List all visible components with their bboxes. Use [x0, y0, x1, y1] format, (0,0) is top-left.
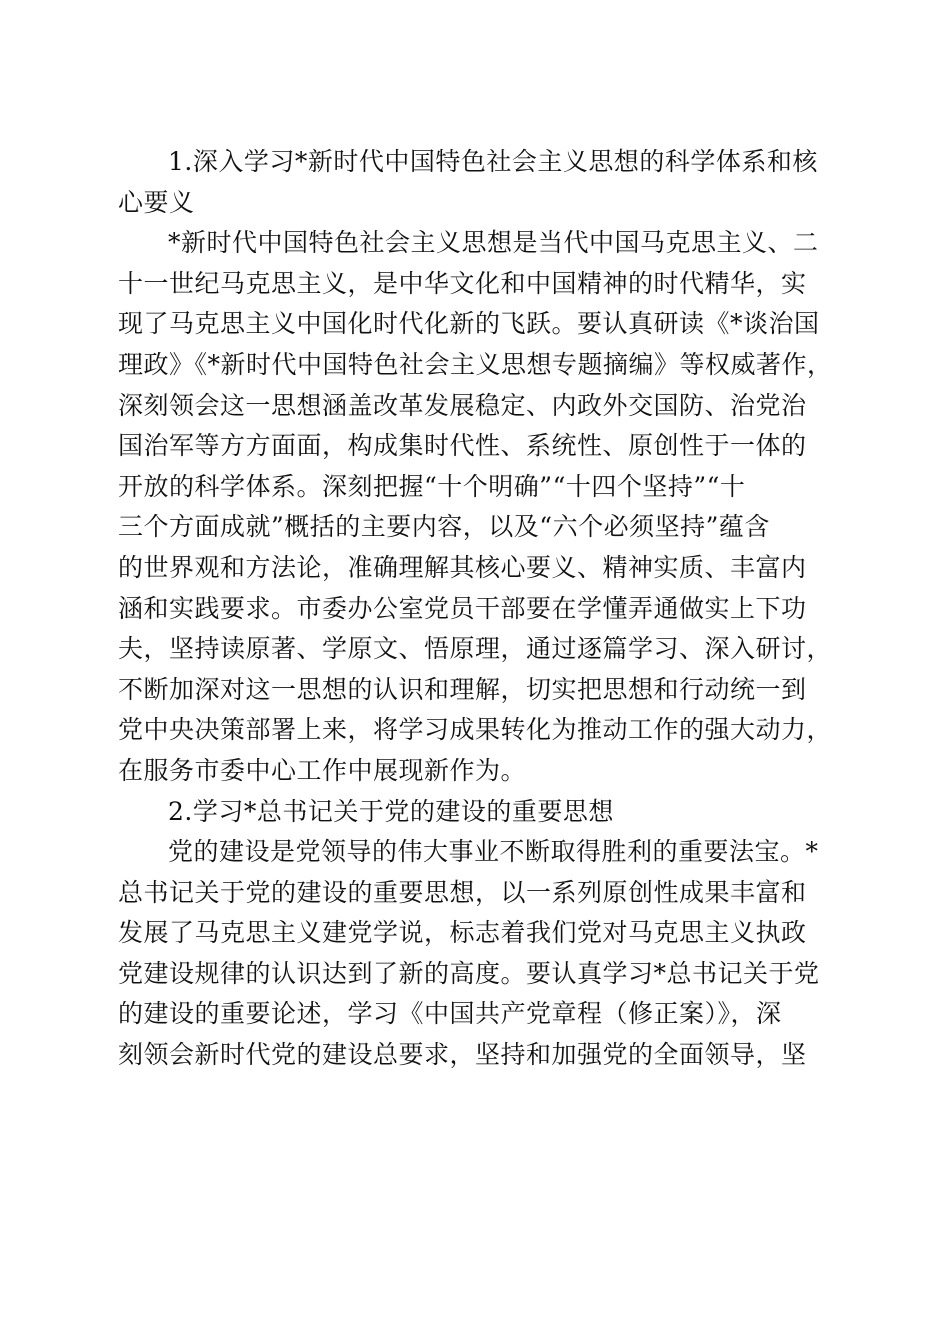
paragraph-line: 现了马克思主义中国化时代化新的飞跃。要认真研读《*谈治国: [118, 309, 820, 339]
document-body: [118, 142, 838, 1076]
paragraph-line: 不断加深对这一思想的认识和理解，切实把思想和行动统一到: [118, 674, 807, 704]
paragraph-line: 的建设的重要论述，学习《中国共产党章程（修正案）》，深: [118, 999, 782, 1029]
paragraph-line: *新时代中国特色社会主义思想是当代中国马克思主义、二: [168, 228, 819, 258]
paragraph-line: 国治军等方方面面，构成集时代性、系统性、原创性于一体的: [118, 431, 807, 461]
section-heading-2: 2.学习*总书记关于党的建设的重要思想: [168, 796, 614, 826]
paragraph-line: 发展了马克思主义建党学说，标志着我们党对马克思主义执政: [118, 918, 807, 948]
paragraph-line: 夫，坚持读原著、学原文、悟原理，通过逐篇学习、深入研讨，: [118, 634, 833, 664]
paragraph-line: 的世界观和方法论，准确理解其核心要义、精神实质、丰富内: [118, 552, 807, 582]
paragraph-line: 党中央决策部署上来，将学习成果转化为推动工作的强大动力，: [118, 715, 833, 745]
section-heading-1-continued: 心要义: [118, 187, 195, 217]
paragraph-line: 开放的科学体系。深刻把握“十个明确”“十四个坚持”“十: [118, 471, 746, 501]
paragraph-line: 深刻领会这一思想涵盖改革发展稳定、内政外交国防、治党治: [118, 390, 807, 420]
paragraph-line: 党建设规律的认识达到了新的高度。要认真学习*总书记关于党: [118, 958, 820, 988]
paragraph-line: 刻领会新时代党的建设总要求，坚持和加强党的全面领导，坚: [118, 1040, 807, 1070]
paragraph-line: 理政》《*新时代中国特色社会主义思想专题摘编》等权威著作，: [118, 349, 833, 379]
paragraph-line: 在服务市委中心工作中展现新作为。: [118, 755, 527, 785]
section-heading-1: 1.深入学习*新时代中国特色社会主义思想的科学体系和核: [168, 147, 818, 176]
paragraph-line: 总书记关于党的建设的重要思想，以一系列原创性成果丰富和: [118, 877, 807, 907]
paragraph-line: 三个方面成就”概括的主要内容，以及“六个必须坚持”蕴含: [118, 512, 770, 542]
paragraph-line: 涵和实践要求。市委办公室党员干部要在学懂弄通做实上下功: [118, 593, 807, 623]
paragraph-line: 十一世纪马克思主义，是中华文化和中国精神的时代精华，实: [118, 268, 807, 298]
paragraph-line: 党的建设是党领导的伟大事业不断取得胜利的重要法宝。*: [168, 837, 819, 867]
